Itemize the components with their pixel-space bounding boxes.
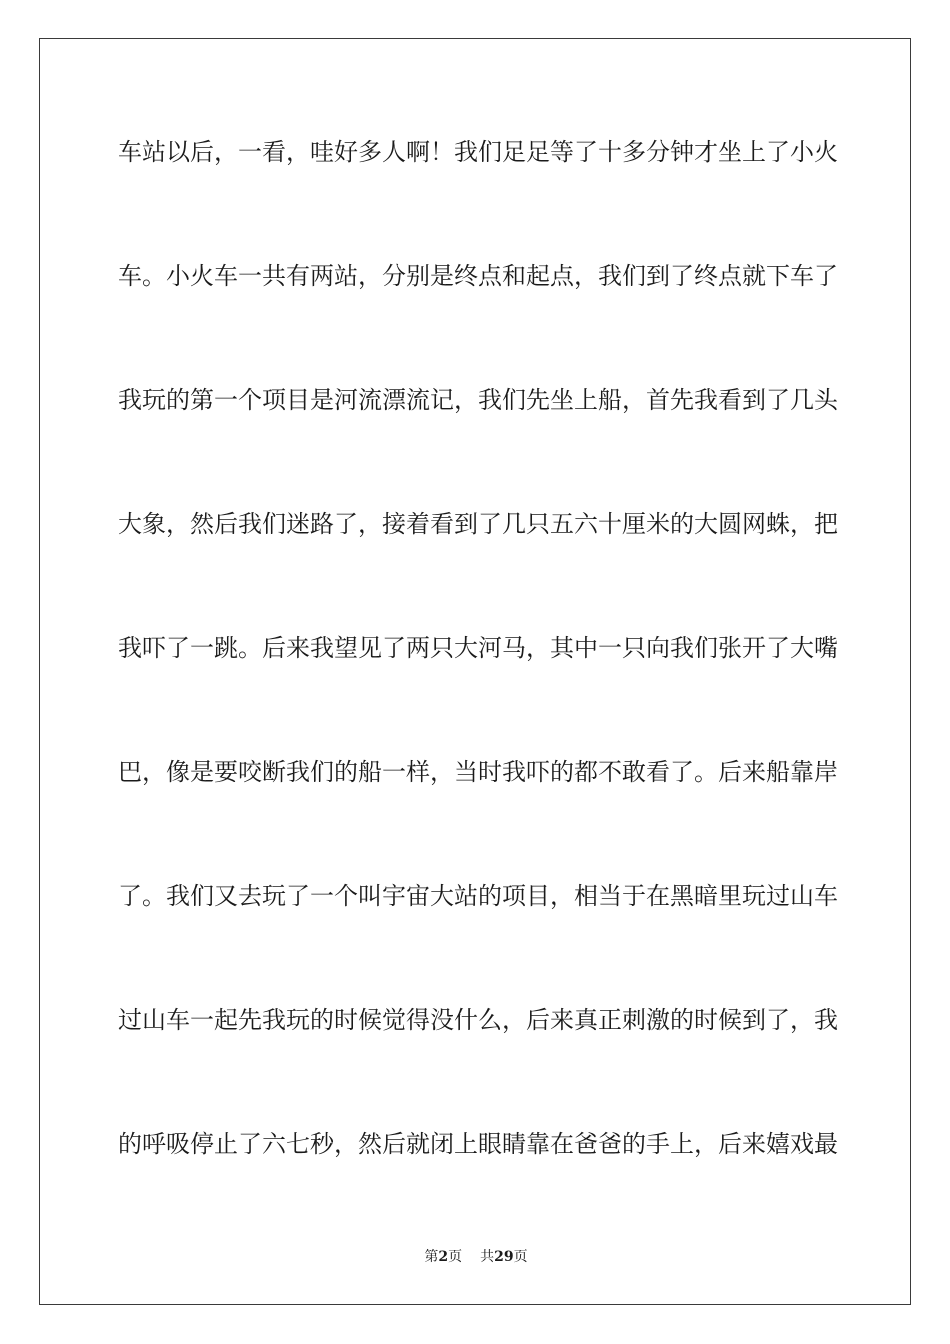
total-prefix: 共 — [480, 1249, 495, 1265]
page-prefix: 第 — [424, 1249, 439, 1265]
text-line: 车站以后，一看，哇好多人啊！我们足足等了十多分钟才坐上了小火 — [118, 138, 838, 166]
text-line: 我吓了一跳。后来我望见了两只大河马，其中一只向我们张开了大嘴 — [118, 634, 838, 662]
text-line: 过山车一起先我玩的时候觉得没什么，后来真正刺激的时候到了，我 — [118, 1006, 838, 1034]
document-page — [39, 38, 911, 1305]
page-footer — [40, 1248, 912, 1266]
text-line: 的呼吸停止了六七秒，然后就闭上眼睛靠在爸爸的手上，后来嬉戏最 — [118, 1130, 838, 1158]
text-line: 车。小火车一共有两站，分别是终点和起点，我们到了终点就下车了 — [118, 262, 838, 290]
text-line: 了。我们又去玩了一个叫宇宙大站的项目，相当于在黑暗里玩过山车 — [118, 882, 838, 910]
total-pages: 29 — [494, 1249, 514, 1265]
page-suffix: 页 — [448, 1249, 463, 1265]
text-line: 我玩的第一个项目是河流漂流记，我们先坐上船，首先我看到了几头 — [118, 386, 838, 414]
text-line: 大象，然后我们迷路了，接着看到了几只五六十厘米的大圆网蛛，把 — [118, 510, 838, 538]
page-number: 2 — [438, 1249, 449, 1265]
text-line: 巴，像是要咬断我们的船一样，当时我吓的都不敢看了。后来船靠岸 — [118, 758, 838, 786]
total-suffix: 页 — [513, 1249, 528, 1265]
